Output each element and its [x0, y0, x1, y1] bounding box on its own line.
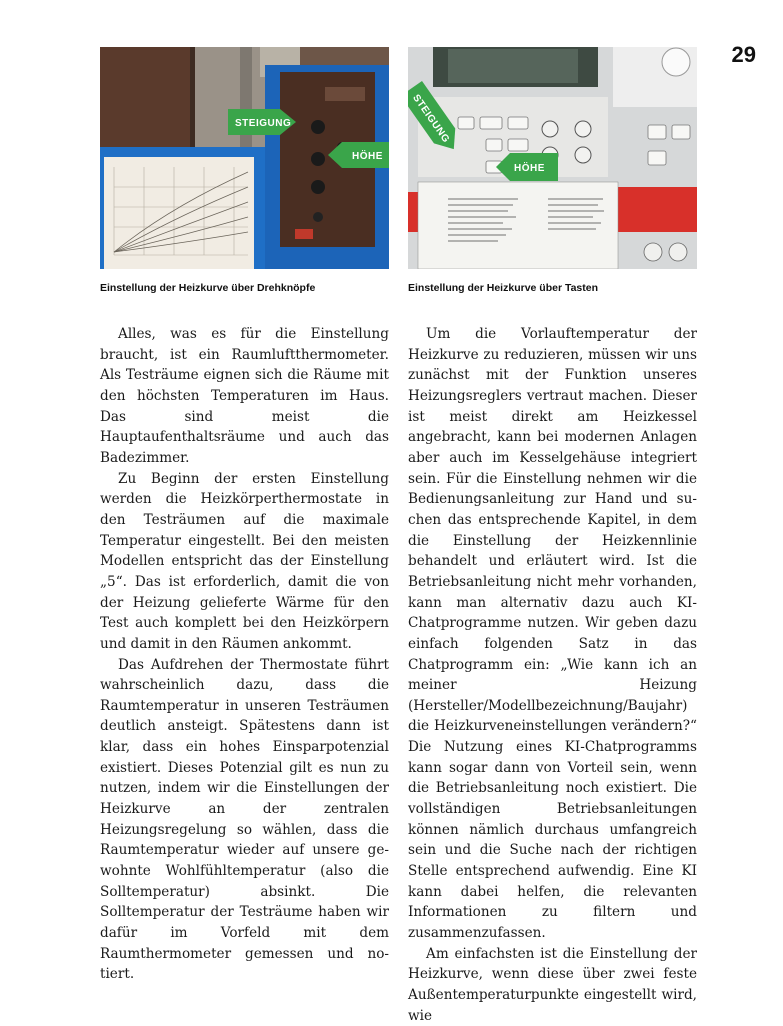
paragraph: Am einfachsten ist die Einstellung der Heizkurve, wenn diese über zwei feste Außentemperaturpunkte eingestellt wird, wie	[408, 945, 697, 1024]
text-column-right	[408, 324, 697, 1026]
paragraph: Das Aufdrehen der Thermostate führt wahrscheinlich dazu, dass die Raumtemperatur in unseren Testräumen deutlich ansteigt. Spätestens dann ist klar, dass ein hohes Einsparpotenzial existiert. Dieses Potenzial gilt es nun zu nutzen, indem wir die Einstellungen der Heizkurve an der zentralen Heizungsregelung so wählen, dass die Raumtemperatur wieder auf unsere gewohnte Wohlfühltemperatur (also die Solltemperatur) absinkt. Die Solltemperatur der Testräume haben wir dafür im Vorfeld mit dem Raumthermometer gemessen und notiert.	[100, 656, 389, 983]
photo-rotary-controller	[100, 47, 389, 269]
arrow-steigung-right: STEIGUNG	[410, 92, 452, 146]
photo-button-controller	[408, 47, 697, 269]
arrow-hoehe-right: HÖHE	[514, 163, 545, 174]
figure-caption-left: Einstellung der Heizkurve über Drehknöpfe	[100, 282, 316, 294]
paragraph: Zu Beginn der ersten Einstellung werden die Heizkörperthermostate in den Testräumen auf die maximale Temperatur eingestellt. Bei den meisten Modellen entspricht das der Einstellung „5“. Das ist erforderlich, damit die von der Heizung gelieferte Wärme für den Test auch komplett bei den Heizkörpern und damit in den Räumen ankommt.	[100, 470, 389, 652]
arrow-hoehe-left: HÖHE	[352, 151, 383, 162]
text-column-left	[100, 324, 389, 985]
page-number: 29	[731, 42, 756, 67]
arrow-steigung-left: STEIGUNG	[235, 118, 292, 129]
paragraph: Alles, was es für die Einstellung braucht, ist ein Raumluftthermometer. Als Testräume eignen sich die Räume mit den höchsten Temperaturen im Haus. Das sind meist die Hauptaufenthaltsräume und auch das Badezimmer.	[100, 326, 389, 466]
figure-caption-right: Einstellung der Heizkurve über Tasten	[408, 282, 599, 294]
paragraph: Um die Vorlauftemperatur der Heizkurve zu reduzieren, müssen wir uns zunächst mit der Funktion unseres Heizungsreglers vertraut machen. Dieser ist meist direkt am Heizkessel angebracht, kann bei modernen Anlagen aber auch im Kesselgehäuse integriert sein. Für die Einstellung nehmen wir die Bedienungsanleitung zur Hand und suchen das entsprechende Kapitel, in dem die Einstellung der Heizkennlinie behandelt und erläutert wird. Ist die Betriebsanleitung nicht mehr vorhanden, kann man alternativ dazu auch KI-Chatprogramme nutzen. Wir geben dazu einfach folgenden Satz in das Chatprogramm ein: „Wie kann ich an meiner Heizung (Hersteller/Modellbezeichnung/Baujahr) die Heizkurveneinstellungen verändern?“ Die Nutzung eines KI-Chatprogramms kann sogar dann von Vorteil sein, wenn die Betriebsanleitung noch existiert. Die vollständigen Betriebsanleitungen können nämlich durchaus umfangreich sein und die Suche nach der richtigen Stelle entsprechend aufwendig. Eine KI kann dabei helfen, die relevanten Informationen zu filtern und zusammenzufassen.	[408, 326, 697, 942]
